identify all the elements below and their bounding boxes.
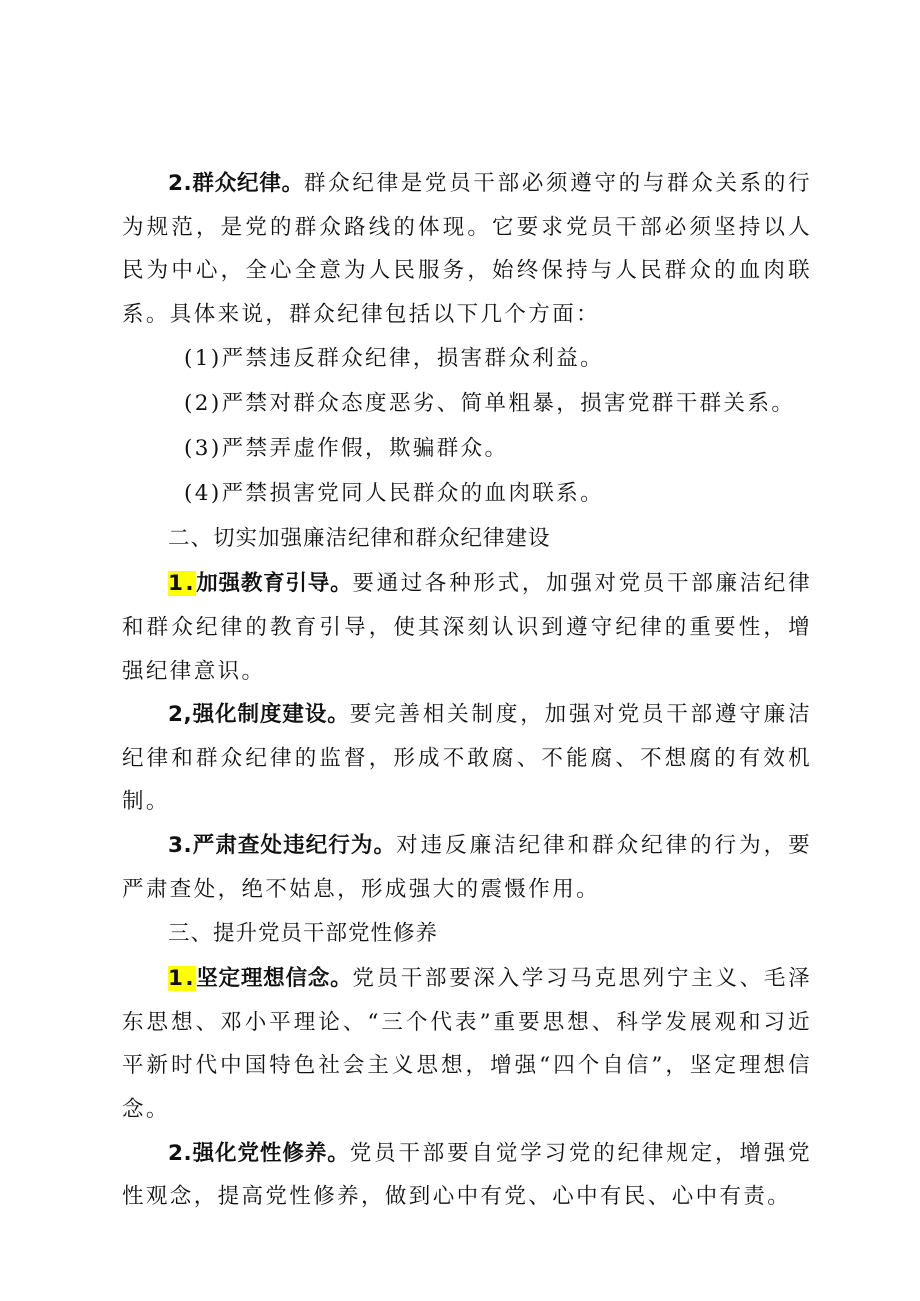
section-three-heading: 三、提升党员干部党性修养	[168, 921, 439, 947]
paragraph-text: 对违反廉洁纪律和群众纪律的行为，要严肃查处，绝不姑息，形成强大的震慑作用。	[122, 832, 812, 902]
section-three-paragraph-1	[122, 957, 812, 1131]
list-item-2: (2)严禁对群众态度恶劣、简单粗暴，损害党群干群关系。	[184, 391, 796, 417]
section-three-paragraph-2	[122, 1132, 812, 1219]
list-item-3: (3)严禁弄虚作假，欺骗群众。	[184, 436, 509, 462]
paragraph-text: 党员干部要自觉学习党的纪律规定，增强党性观念，提高党性修养，做到心中有党、心中有民、心中有责。	[122, 1140, 812, 1210]
section-two-paragraph-1	[122, 562, 812, 693]
highlighted-number: 1.	[168, 966, 196, 992]
paragraph-lead: 2.强化党性修养。	[168, 1140, 350, 1166]
highlighted-number: 1.	[168, 571, 196, 597]
paragraph-text: 要完善相关制度，加强对党员干部遵守廉洁纪律和群众纪律的监督，形成不敢腐、不能腐、不想腐的有效机制。	[122, 702, 812, 815]
section-two-paragraph-2	[122, 693, 812, 824]
mass-discipline-lead: 2.群众纪律。	[168, 171, 304, 196]
section-two-paragraph-3	[122, 824, 812, 911]
document-body	[122, 162, 812, 1219]
paragraph-text: 要通过各种形式，加强对党员干部廉洁纪律和群众纪律的教育引导，使其深刻认识到遵守纪律的重要性，增强纪律意识。	[122, 571, 812, 684]
paragraph-lead: 加强教育引导。	[195, 571, 353, 597]
paragraph-lead: 2,强化制度建设。	[168, 702, 350, 728]
list-item-1: (1)严禁违反群众纪律，损害群众利益。	[184, 346, 605, 372]
list-item-4: (4)严禁损害党同人民群众的血肉联系。	[184, 481, 605, 507]
paragraph-lead: 坚定理想信念。	[195, 966, 353, 992]
paragraph-lead: 3.严肃查处违纪行为。	[168, 832, 397, 858]
paragraph-text: 党员干部要深入学习马克思列宁主义、毛泽东思想、邓小平理论、“三个代表”重要思想、科学发展观和习近平新时代中国特色社会主义思想，增强“四个自信”，坚定理想信念。	[122, 966, 812, 1122]
section-two-heading: 二、切实加强廉洁纪律和群众纪律建设	[168, 526, 551, 552]
mass-discipline-paragraph	[122, 162, 812, 336]
mass-discipline-text: 群众纪律是党员干部必须遵守的与群众关系的行为规范，是党的群众路线的体现。它要求党员干部必须坚持以人民为中心，全心全意为人民服务，始终保持与人民群众的血肉联系。具体来说，群众纪律包括以下几个方面：	[122, 171, 812, 327]
